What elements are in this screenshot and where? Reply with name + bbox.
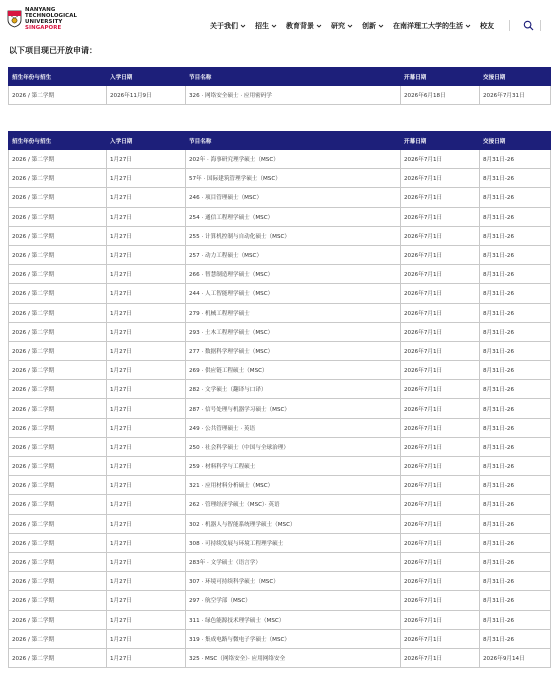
- cell-opening-date: 2026年7月1日: [401, 495, 480, 514]
- cell-closing-date: 8月31日-26: [480, 169, 551, 188]
- cell-intake: 2026 / 第二学期: [9, 552, 107, 571]
- table-row: [9, 418, 551, 437]
- cell-opening-date: 2026年7月1日: [401, 476, 480, 495]
- nav-item-life-at-ntu[interactable]: [393, 21, 471, 31]
- cell-commencement: 1月27日: [107, 514, 186, 533]
- table-row: [9, 437, 551, 456]
- cell-closing-date: 8月31日-26: [480, 245, 551, 264]
- cell-opening-date: 2026年6月18日: [401, 86, 480, 105]
- cell-closing-date: 8月31日-26: [480, 341, 551, 360]
- cell-opening-date: 2026年7月1日: [401, 629, 480, 648]
- table-row: [9, 399, 551, 418]
- cell-commencement: 1月27日: [107, 457, 186, 476]
- cell-intake: 2026 / 第二学期: [9, 169, 107, 188]
- nav-item-education[interactable]: [286, 21, 322, 31]
- cell-intake: 2026 / 第二学期: [9, 207, 107, 226]
- cell-commencement: 1月27日: [107, 361, 186, 380]
- cell-commencement: 1月27日: [107, 610, 186, 629]
- cell-opening-date: 2026年7月1日: [401, 341, 480, 360]
- cell-commencement: 1月27日: [107, 284, 186, 303]
- cell-programme: 297 · 航空学部（MSC）: [186, 591, 401, 610]
- cell-opening-date: 2026年7月1日: [401, 533, 480, 552]
- cell-commencement: 1月27日: [107, 591, 186, 610]
- table-header-row: [9, 132, 551, 150]
- cell-programme: 266 · 智慧制造理学硕士（MSC）: [186, 265, 401, 284]
- column-header-programme: 节目名称: [186, 132, 401, 150]
- column-header-closing-date: 交接日期: [480, 132, 551, 150]
- cell-intake: 2026 / 第二学期: [9, 86, 107, 105]
- cell-programme: 249 · 公共管理硕士 · 英语: [186, 418, 401, 437]
- site-header: [0, 0, 553, 38]
- cell-commencement: 1月27日: [107, 380, 186, 399]
- table-row: [9, 169, 551, 188]
- cell-closing-date: 8月31日-26: [480, 629, 551, 648]
- table-row: [9, 629, 551, 648]
- column-header-intake: 招生年份与招生: [9, 68, 107, 86]
- main-nav: [210, 20, 553, 31]
- cell-intake: 2026 / 第二学期: [9, 361, 107, 380]
- cell-programme: 254 · 通信工程理学硕士（MSC）: [186, 207, 401, 226]
- cell-closing-date: 8月31日-26: [480, 591, 551, 610]
- cell-closing-date: 8月31日-26: [480, 188, 551, 207]
- cell-opening-date: 2026年7月1日: [401, 361, 480, 380]
- table-row: [9, 648, 551, 667]
- search-icon[interactable]: [523, 20, 534, 31]
- table-row: [9, 495, 551, 514]
- cell-intake: 2026 / 第二学期: [9, 457, 107, 476]
- cell-intake: 2026 / 第二学期: [9, 284, 107, 303]
- column-header-closing-date: 交接日期: [480, 68, 551, 86]
- cell-opening-date: 2026年7月1日: [401, 572, 480, 591]
- nav-label: 创新: [362, 21, 376, 30]
- featured-programmes-table: [8, 67, 551, 105]
- cell-programme: 326 · 网络安全硕士 · 应用密码学: [186, 86, 401, 105]
- cell-intake: 2026 / 第二学期: [9, 399, 107, 418]
- cell-intake: 2026 / 第二学期: [9, 591, 107, 610]
- cell-programme: 307 · 环境可持续科学硕士（MSC）: [186, 572, 401, 591]
- column-header-commencement: 入学日期: [107, 68, 186, 86]
- cell-commencement: 1月27日: [107, 150, 186, 169]
- table-row: [9, 207, 551, 226]
- cell-programme: 321 · 应用材料分析硕士（MSC）: [186, 476, 401, 495]
- column-header-programme: 节目名称: [186, 68, 401, 86]
- cell-closing-date: 8月31日-26: [480, 418, 551, 437]
- table-row: [9, 552, 551, 571]
- cell-intake: 2026 / 第二学期: [9, 572, 107, 591]
- cell-closing-date: 8月31日-26: [480, 533, 551, 552]
- logo-line-2: TECHNOLOGICAL: [25, 13, 78, 19]
- chevron-down-icon: [240, 23, 246, 29]
- nav-label: 在南洋理工大学的生活: [393, 21, 463, 30]
- cell-programme: 57年 · 国际建筑管理学硕士（MSC）: [186, 169, 401, 188]
- cell-closing-date: 8月31日-26: [480, 265, 551, 284]
- cell-intake: 2026 / 第二学期: [9, 265, 107, 284]
- cell-programme: 255 · 计算机控制与自动化硕士（MSC）: [186, 226, 401, 245]
- cell-opening-date: 2026年7月1日: [401, 457, 480, 476]
- cell-commencement: 1月27日: [107, 399, 186, 418]
- cell-programme: 250 · 社会科学硕士（中国与全球治理）: [186, 437, 401, 456]
- table-row: [9, 226, 551, 245]
- table-row: [9, 572, 551, 591]
- cell-commencement: 1月27日: [107, 437, 186, 456]
- cell-programme: 319 · 集成电路与微电子学硕士（MSC）: [186, 629, 401, 648]
- table-row: [9, 610, 551, 629]
- cell-opening-date: 2026年7月1日: [401, 648, 480, 667]
- cell-commencement: 1月27日: [107, 476, 186, 495]
- cell-intake: 2026 / 第二学期: [9, 226, 107, 245]
- cell-intake: 2026 / 第二学期: [9, 514, 107, 533]
- cell-intake: 2026 / 第二学期: [9, 341, 107, 360]
- table-row: [9, 265, 551, 284]
- cell-programme: 262 · 管理经济学硕士（MSC）· 英语: [186, 495, 401, 514]
- chevron-down-icon: [378, 23, 384, 29]
- cell-closing-date: 8月31日-26: [480, 322, 551, 341]
- cell-opening-date: 2026年7月1日: [401, 188, 480, 207]
- cell-closing-date: 8月31日-26: [480, 303, 551, 322]
- cell-intake: 2026 / 第二学期: [9, 150, 107, 169]
- cell-commencement: 1月27日: [107, 207, 186, 226]
- cell-intake: 2026 / 第二学期: [9, 303, 107, 322]
- cell-commencement: 1月27日: [107, 341, 186, 360]
- table-row: [9, 341, 551, 360]
- cell-programme: 302 · 机器人与智能系统理学硕士（MSC）: [186, 514, 401, 533]
- cell-programme: 282 · 文学硕士（翻译与口译）: [186, 380, 401, 399]
- cell-closing-date: 8月31日-26: [480, 399, 551, 418]
- cell-commencement: 1月27日: [107, 226, 186, 245]
- cell-intake: 2026 / 第二学期: [9, 629, 107, 648]
- cell-intake: 2026 / 第二学期: [9, 533, 107, 552]
- cell-opening-date: 2026年7月1日: [401, 207, 480, 226]
- cell-programme: 293 · 土木工程理学硕士（MSC）: [186, 322, 401, 341]
- chevron-down-icon: [271, 23, 277, 29]
- nav-label: 校友: [480, 21, 494, 30]
- cell-commencement: 1月27日: [107, 418, 186, 437]
- cell-closing-date: 8月31日-26: [480, 514, 551, 533]
- nav-divider: [540, 20, 541, 31]
- nav-label: 教育背景: [286, 21, 314, 30]
- cell-opening-date: 2026年7月1日: [401, 437, 480, 456]
- column-header-opening-date: 开幕日期: [401, 68, 480, 86]
- cell-commencement: 1月27日: [107, 533, 186, 552]
- cell-programme: 283年 · 文学硕士（语言学）: [186, 552, 401, 571]
- logo-wordmark: [25, 7, 77, 31]
- chevron-down-icon: [465, 23, 471, 29]
- page-intro-text: 以下项目现已开放申请：: [9, 46, 97, 55]
- cell-opening-date: 2026年7月1日: [401, 245, 480, 264]
- cell-closing-date: 8月31日-26: [480, 610, 551, 629]
- cell-closing-date: 8月31日-26: [480, 476, 551, 495]
- programmes-table: [8, 131, 551, 668]
- logo-line-4: SINGAPORE: [25, 25, 62, 31]
- cell-intake: 2026 / 第二学期: [9, 437, 107, 456]
- column-header-commencement: 入学日期: [107, 132, 186, 150]
- cell-opening-date: 2026年7月1日: [401, 322, 480, 341]
- cell-opening-date: 2026年7月1日: [401, 591, 480, 610]
- ntu-crest-icon: [7, 10, 22, 28]
- cell-intake: 2026 / 第二学期: [9, 610, 107, 629]
- table-row: [9, 188, 551, 207]
- cell-programme: 246 · 项目管理硕士（MSC）: [186, 188, 401, 207]
- cell-commencement: 1月27日: [107, 648, 186, 667]
- nav-item-research[interactable]: [331, 21, 353, 31]
- cell-intake: 2026 / 第二学期: [9, 418, 107, 437]
- cell-intake: 2026 / 第二学期: [9, 648, 107, 667]
- table-row: [9, 380, 551, 399]
- nav-item-alumni[interactable]: [480, 21, 494, 31]
- nav-item-admissions[interactable]: [255, 21, 277, 31]
- cell-opening-date: 2026年7月1日: [401, 169, 480, 188]
- cell-closing-date: 8月31日-26: [480, 226, 551, 245]
- cell-programme: 202年 · 海事研究理学硕士（MSC）: [186, 150, 401, 169]
- column-header-opening-date: 开幕日期: [401, 132, 480, 150]
- cell-programme: 325 · MSC（网络安全）· 应用网络安全: [186, 648, 401, 667]
- cell-programme: 269 · 供应链工程硕士（MSC）: [186, 361, 401, 380]
- table-row: [9, 533, 551, 552]
- table-row: [9, 322, 551, 341]
- nav-item-about[interactable]: [210, 21, 246, 31]
- nav-label: 招生: [255, 21, 269, 30]
- cell-programme: 244 · 人工智能理学硕士（MSC）: [186, 284, 401, 303]
- cell-closing-date: 8月31日-26: [480, 361, 551, 380]
- cell-programme: 257 · 动力工程硕士（MSC）: [186, 245, 401, 264]
- cell-closing-date: 8月31日-26: [480, 207, 551, 226]
- cell-programme: 311 · 绿色能源技术理学硕士（MSC）: [186, 610, 401, 629]
- cell-commencement: 1月27日: [107, 322, 186, 341]
- cell-programme: 308 · 可持续发展与环境工程理学硕士: [186, 533, 401, 552]
- cell-closing-date: 8月31日-26: [480, 284, 551, 303]
- cell-closing-date: 8月31日-26: [480, 552, 551, 571]
- cell-closing-date: 8月31日-26: [480, 572, 551, 591]
- table-row: [9, 245, 551, 264]
- nav-label: 关于我们: [210, 21, 238, 30]
- cell-opening-date: 2026年7月1日: [401, 418, 480, 437]
- cell-opening-date: 2026年7月1日: [401, 226, 480, 245]
- chevron-down-icon: [316, 23, 322, 29]
- chevron-down-icon: [347, 23, 353, 29]
- cell-intake: 2026 / 第二学期: [9, 188, 107, 207]
- cell-commencement: 1月27日: [107, 188, 186, 207]
- cell-commencement: 1月27日: [107, 303, 186, 322]
- cell-closing-date: 8月31日-26: [480, 457, 551, 476]
- logo-line-1: NANYANG: [25, 7, 56, 13]
- table-row: [9, 591, 551, 610]
- cell-intake: 2026 / 第二学期: [9, 322, 107, 341]
- logo-line-3: UNIVERSITY: [25, 19, 63, 25]
- cell-commencement: 1月27日: [107, 265, 186, 284]
- cell-closing-date: 8月31日-26: [480, 495, 551, 514]
- table-row: [9, 514, 551, 533]
- cell-commencement: 1月27日: [107, 245, 186, 264]
- cell-commencement: 1月27日: [107, 495, 186, 514]
- nav-item-innovation[interactable]: [362, 21, 384, 31]
- table-row: [9, 150, 551, 169]
- cell-programme: 259 · 材料科学与工程硕士: [186, 457, 401, 476]
- cell-opening-date: 2026年7月1日: [401, 150, 480, 169]
- ntu-logo[interactable]: [7, 7, 77, 31]
- cell-programme: 279 · 机械工程理学硕士: [186, 303, 401, 322]
- column-header-intake: 招生年份与招生: [9, 132, 107, 150]
- cell-commencement: 1月27日: [107, 629, 186, 648]
- nav-divider: [509, 20, 510, 31]
- table-row: [9, 476, 551, 495]
- cell-opening-date: 2026年7月1日: [401, 514, 480, 533]
- cell-opening-date: 2026年7月1日: [401, 552, 480, 571]
- table-row: [9, 361, 551, 380]
- cell-closing-date: 2026年9月14日: [480, 648, 551, 667]
- cell-opening-date: 2026年7月1日: [401, 380, 480, 399]
- table-header-row: [9, 68, 551, 86]
- cell-closing-date: 2026年7月31日: [480, 86, 551, 105]
- cell-opening-date: 2026年7月1日: [401, 399, 480, 418]
- table-row: [9, 86, 551, 105]
- cell-programme: 277 · 数据科学理学硕士（MSC）: [186, 341, 401, 360]
- cell-closing-date: 8月31日-26: [480, 380, 551, 399]
- cell-closing-date: 8月31日-26: [480, 437, 551, 456]
- cell-opening-date: 2026年7月1日: [401, 303, 480, 322]
- cell-opening-date: 2026年7月1日: [401, 610, 480, 629]
- cell-closing-date: 8月31日-26: [480, 150, 551, 169]
- table-row: [9, 284, 551, 303]
- cell-intake: 2026 / 第二学期: [9, 380, 107, 399]
- cell-opening-date: 2026年7月1日: [401, 265, 480, 284]
- cell-intake: 2026 / 第二学期: [9, 245, 107, 264]
- cell-programme: 287 · 信号处理与机器学习硕士（MSC）: [186, 399, 401, 418]
- cell-commencement: 2026年11月9日: [107, 86, 186, 105]
- table-row: [9, 457, 551, 476]
- table-row: [9, 303, 551, 322]
- cell-commencement: 1月27日: [107, 169, 186, 188]
- cell-opening-date: 2026年7月1日: [401, 284, 480, 303]
- cell-intake: 2026 / 第二学期: [9, 495, 107, 514]
- nav-label: 研究: [331, 21, 345, 30]
- cell-commencement: 1月27日: [107, 572, 186, 591]
- cell-commencement: 1月27日: [107, 552, 186, 571]
- cell-intake: 2026 / 第二学期: [9, 476, 107, 495]
